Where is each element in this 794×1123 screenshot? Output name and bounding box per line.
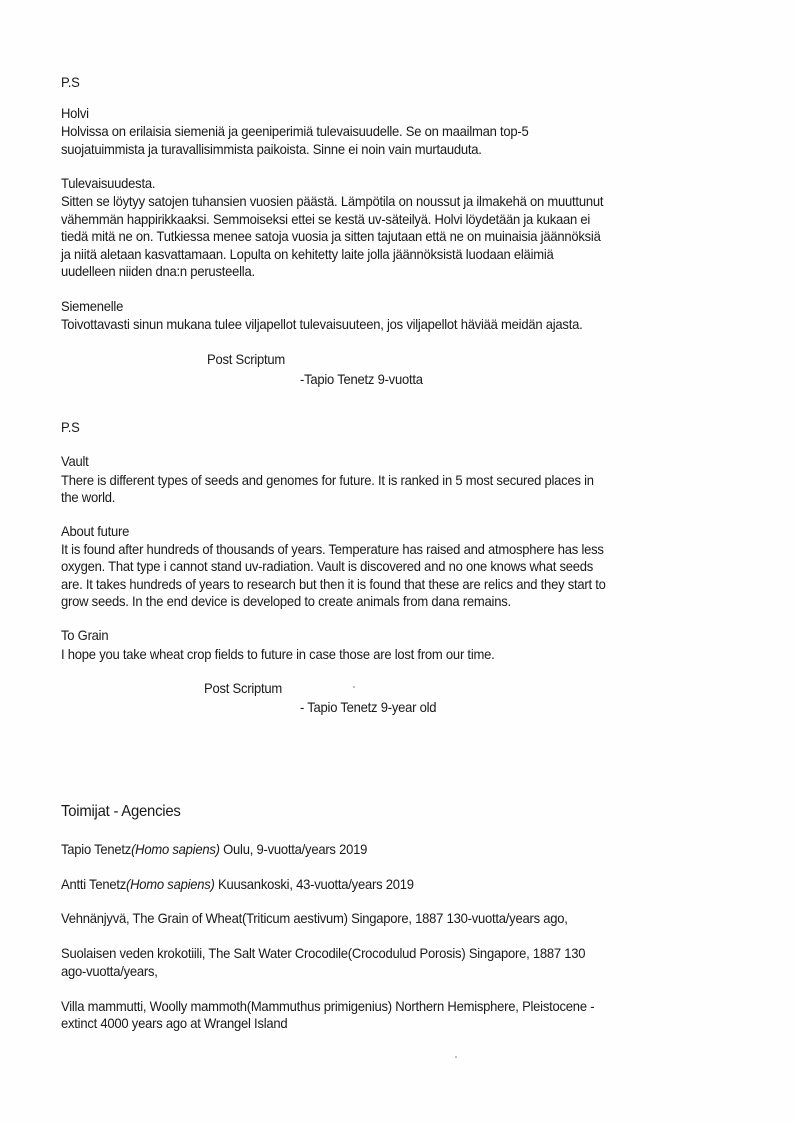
signature-fi: -Tapio Tenetz 9-vuotta [300,371,423,387]
paragraph-line: There is different types of seeds and genomes for future. It is ranked in 5 most secured places in [61,472,594,488]
paragraph-line: tiedä mitä ne on. Tutkiessa menee satoja vuosia ja sitten tajutaan että ne on muinaisia jäännöksiä [61,228,601,244]
paragraph-line: oxygen. That type i cannot stand uv-radiation. Vault is discovered and no one knows what seeds [61,558,594,574]
scan-speck [353,686,355,688]
agency-item: Suolaisen veden krokotiili, The Salt Water Crocodile(Crocodulud Porosis) Singapore, 1887 130 [61,945,586,961]
section-title-seed-fi: Siemenelle [61,298,124,314]
agency-item [61,875,414,893]
agency-item [61,840,367,858]
agencies-heading: Toimijat - Agencies [61,803,181,820]
agency-details: Kuusankoski, 43-vuotta/years 2019 [214,876,414,892]
paragraph-line: uudelleen niiden dna:n perusteella. [61,263,255,279]
agency-item-continued: extinct 4000 years ago at Wrangel Island [61,1015,288,1031]
section-title-future-en: About future [61,523,130,539]
scan-speck [455,1056,457,1058]
paragraph-line: Toivottavasti sinun mukana tulee viljapellot tulevaisuuteen, jos viljapellot häviää meidän ajasta. [61,316,583,332]
paragraph-line: suojatuimmista ja turavallisimmista paikoista. Sinne ei noin vain murtauduta. [61,141,482,157]
post-scriptum-fi: Post Scriptum [207,351,286,367]
paragraph-line: are. It takes hundreds of years to research but then it is found that these are relics and they start to [61,576,606,592]
agency-item: Vehnänjyvä, The Grain of Wheat(Triticum aestivum) Singapore, 1887 130-vuotta/years ago, [61,910,568,926]
agency-name: Antti Tenetz [61,876,127,892]
agency-species: (Homo sapiens) [126,876,215,892]
signature-en: - Tapio Tenetz 9-year old [300,699,437,715]
post-scriptum-en: Post Scriptum [204,680,283,696]
paragraph-line: I hope you take wheat crop fields to future in case those are lost from our time. [61,646,495,662]
paragraph-line: Sitten se löytyy satojen tuhansien vuosien päästä. Lämpötila on noussut ja ilmakehä on muuttunut [61,193,604,209]
section-title-vault-fi: Holvi [61,105,89,121]
agency-details: Oulu, 9-vuotta/years 2019 [219,841,368,857]
ps-heading-fi: P.S [61,74,80,90]
agency-name: Tapio Tenetz [61,841,132,857]
section-title-future-fi: Tulevaisuudesta. [61,175,156,191]
paragraph-line: vähemmän happirikkaaksi. Semmoiseksi ettei se kestä uv-säteilyä. Holvi löydetään ja kukaan ei [61,211,591,227]
section-title-seed-en: To Grain [61,627,109,643]
agency-item: Villa mammutti, Woolly mammoth(Mammuthus primigenius) Northern Hemisphere, Pleistocene - [61,998,595,1014]
section-title-vault-en: Vault [61,453,89,469]
paragraph-line: ja niitä aletaan kasvattamaan. Lopulta on kehitetty laite jolla jäännöksistä luodaan eläimiä [61,246,554,262]
paragraph-line: Holvissa on erilaisia siemeniä ja geeniperimiä tulevaisuudelle. Se on maailman top-5 [61,123,529,139]
paragraph-line: grow seeds. In the end device is developed to create animals from dana remains. [61,593,511,609]
agency-species: (Homo sapiens) [131,841,220,857]
ps-heading-en: P.S [61,419,80,435]
agency-item-continued: ago-vuotta/years, [61,963,158,979]
paragraph-line: It is found after hundreds of thousands of years. Temperature has raised and atmosphere has less [61,541,604,557]
paragraph-line: the world. [61,489,116,505]
